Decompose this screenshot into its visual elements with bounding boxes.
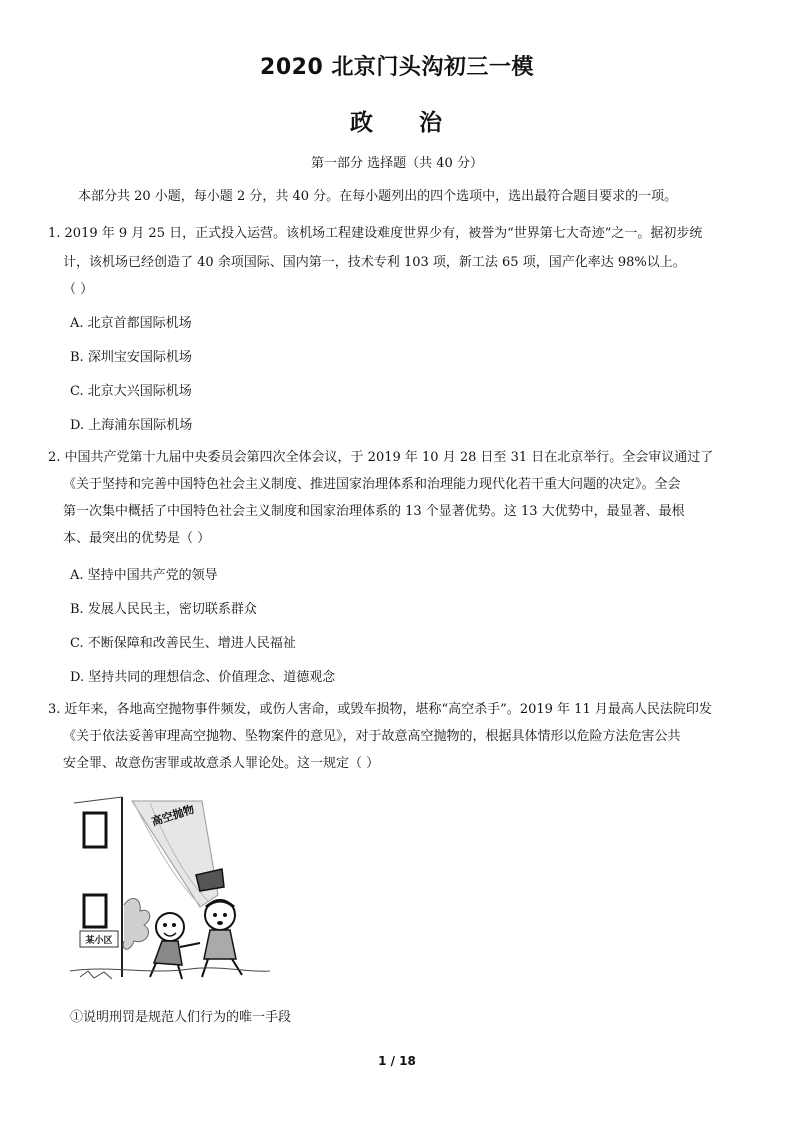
high-altitude-throwing-cartoon: [70, 795, 270, 985]
question-3-option-1[interactable]: ①说明刑罚是规范人们行为的唯一手段: [70, 1010, 292, 1025]
section-heading: 第一部分 选择题（共 40 分）: [311, 156, 483, 171]
community-sign: 某小区: [85, 936, 113, 946]
question-1-option-d[interactable]: D. 上海浦东国际机场: [70, 418, 193, 433]
question-2-line-1: 2. 中国共产党第十九届中央委员会第四次全体会议，于 2019 年 10 月 28 日至 31 日在北京举行。全会审议通过了: [48, 450, 714, 465]
subject-char-2: 治: [419, 110, 444, 136]
question-1-option-c[interactable]: C. 北京大兴国际机场: [70, 384, 192, 399]
question-1-option-b[interactable]: B. 深圳宝安国际机场: [70, 350, 192, 365]
question-1-line-2: 计，该机场已经创造了 40 余项国际、国内第一，技术专利 103 项，新工法 65 项，国产化率达 98%以上。: [63, 255, 686, 270]
question-1-line-3: （ ）: [63, 282, 94, 297]
subject-char-1: 政: [350, 110, 375, 136]
question-3-line-2: 《关于依法妥善审理高空抛物、坠物案件的意见》，对于故意高空抛物的，根据具体情形以危险方法危害公共: [63, 729, 681, 744]
question-1-option-a[interactable]: A. 北京首都国际机场: [70, 316, 192, 331]
question-2-line-2: 《关于坚持和完善中国特色社会主义制度、推进国家治理体系和治理能力现代化若干重大问题的决定》。全会: [63, 477, 681, 492]
upper-window: [84, 813, 106, 847]
question-3-line-3: 安全罪、故意伤害罪或故意杀人罪论处。这一规定（ ）: [63, 756, 380, 771]
question-2-option-b[interactable]: B. 发展人民民主，密切联系群众: [70, 602, 257, 617]
child-1: [156, 913, 184, 941]
section-instructions: 本部分共 20 小题，每小题 2 分，共 40 分。在每小题列出的四个选项中，选出最符合题目要求的一项。: [78, 189, 678, 204]
question-1-line-1: 1. 2019 年 9 月 25 日，正式投入运营。该机场工程建设难度世界少有，被誉为“世界第七大奇迹”之一。据初步统: [48, 226, 703, 241]
page-number: 1 / 18: [378, 1054, 416, 1068]
svg-text:高空抛物: 高空抛物: [149, 802, 196, 829]
question-2-option-c[interactable]: C. 不断保障和改善民生、增进人民福祉: [70, 636, 296, 651]
question-2-line-3: 第一次集中概括了中国特色社会主义制度和国家治理体系的 13 个显著优势。这 13 大优势中，最显著、最根: [63, 504, 685, 519]
question-2-option-d[interactable]: D. 坚持共同的理想信念、价值理念、道德观念: [70, 670, 336, 685]
question-2-line-4: 本、最突出的优势是（ ）: [63, 531, 211, 546]
lower-window: [84, 895, 106, 927]
question-3-line-1: 3. 近年来，各地高空抛物事件频发，或伤人害命，或毁车损物，堪称“高空杀手”。2019 年 11 月最高人民法院印发: [48, 702, 712, 717]
page-title: 2020 北京门头沟初三一模: [260, 55, 534, 80]
question-2-option-a[interactable]: A. 坚持中国共产党的领导: [70, 568, 218, 583]
subject-heading: [0, 104, 794, 137]
